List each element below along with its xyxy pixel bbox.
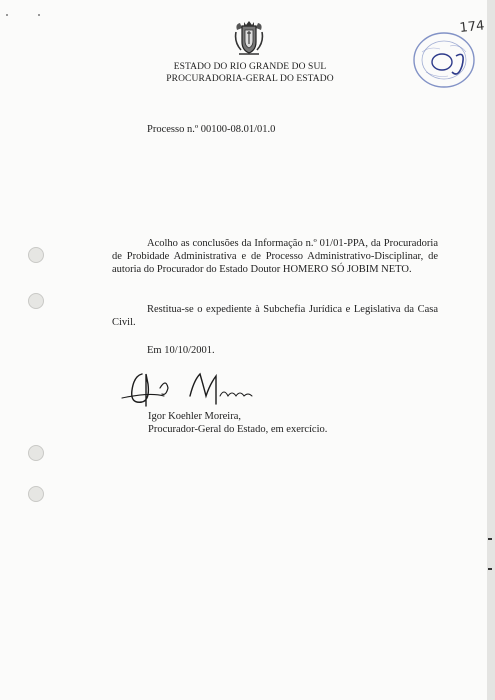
scan-speck [38, 14, 40, 16]
scan-page-edge [487, 0, 495, 700]
paragraph-acolho: Acolho as conclusões da Informação n.º 01/01-PPA, da Procuradoria de Probidade Administrativa e de Processo Administrativo-Disciplinar, de autoria do Procurador do Estado Doutor HOMERO SÓ JOBIM NETO. [112, 238, 438, 275]
document-date: Em 10/10/2001. [147, 345, 215, 356]
protocol-stamp [400, 12, 485, 97]
folio-number: 174 [458, 18, 485, 36]
handwritten-signature [120, 366, 270, 416]
letterhead-state: ESTADO DO RIO GRANDE DO SUL [173, 62, 327, 72]
signature-block [148, 410, 327, 436]
scan-edge-mark [488, 538, 492, 540]
punch-hole [28, 445, 44, 461]
signer-name: Igor Koehler Moreira, [148, 411, 242, 422]
scan-speck [6, 14, 8, 16]
signer-title: Procurador-Geral do Estado, em exercício. [148, 424, 328, 435]
letterhead-agency: PROCURADORIA-GERAL DO ESTADO [166, 74, 334, 84]
punch-hole [28, 293, 44, 309]
process-number: Processo n.º 00100-08.01/01.0 [147, 124, 276, 135]
scan-edge-mark [488, 568, 492, 570]
paragraph-restitua: Restitua-se o expediente à Subchefia Jurídica e Legislativa da Casa Civil. [112, 304, 438, 328]
punch-hole [28, 247, 44, 263]
coat-of-arms-icon [232, 20, 266, 58]
letterhead [130, 61, 370, 85]
punch-hole [28, 486, 44, 502]
